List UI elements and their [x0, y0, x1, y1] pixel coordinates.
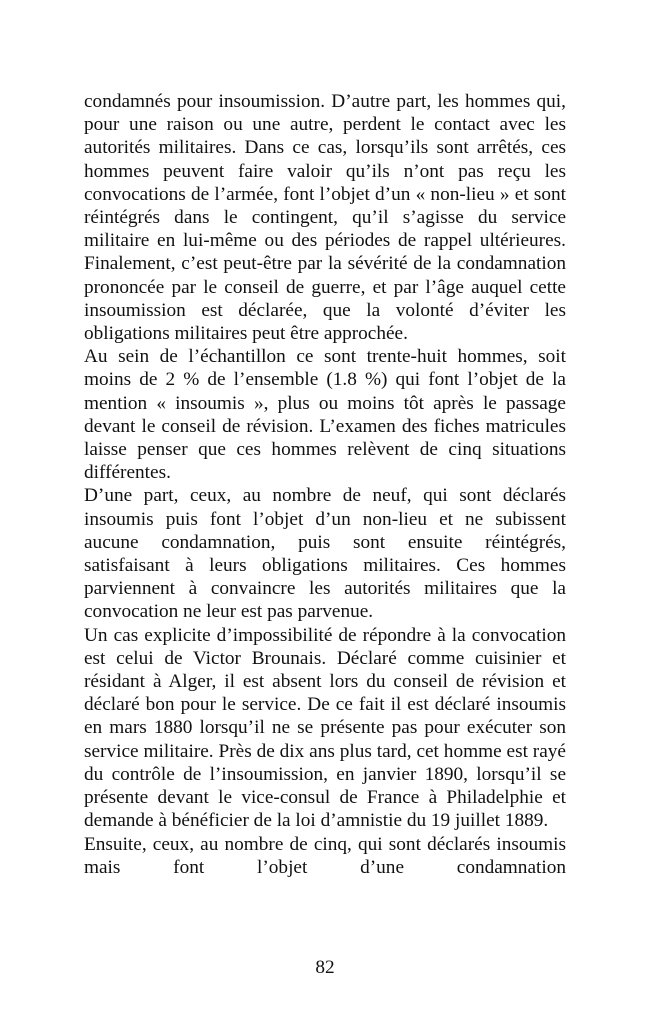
page-number: 82 [315, 957, 335, 978]
paragraph-5: Ensuite, ceux, au nombre de cinq, qui sont déclarés insoumis mais font l’objet d’une condamnation [84, 833, 566, 878]
paragraph-1: condamnés pour insoumission. D’autre part, les hommes qui, pour une raison ou une autre, perdent le contact avec les autorités militaires. Dans ce cas, lorsqu’ils sont arrêtés, ces hommes peuvent faire valoir qu’ils n’ont pas reçu les convocations de l’armée, font l’objet d’un « non-lieu » et sont réintégrés dans le contingent, qu’il s’agisse du service militaire en lui-même ou des périodes de rappel ultérieures. Finalement, c’est peut-être par la sévérité de la condamnation prononcée par le conseil de guerre, et par l’âge auquel cette insoumission est déclarée, que la volonté d’éviter les obligations militaires peut être approchée. [84, 91, 566, 345]
page-body [84, 90, 566, 879]
paragraph-2: Au sein de l’échantillon ce sont trente-huit hommes, soit moins de 2 % de l’ensemble (1.8 %) qui font l’objet de la mention « insoumis », plus ou moins tôt après le passage devant le conseil de révision. L’examen des fiches matricules laisse penser que ces hommes relèvent de cinq situations différentes. [84, 346, 566, 484]
paragraph-4: Un cas explicite d’impossibilité de répondre à la convocation est celui de Victor Brounais. Déclaré comme cuisinier et résidant à Alger, il est absent lors du conseil de révision et déclaré bon pour le service. De ce fait il est déclaré insoumis en mars 1880 lorsqu’il ne se présente pas pour exécuter son service militaire. Près de dix ans plus tard, cet homme est rayé du contrôle de l’insoumission, en janvier 1890, lorsqu’il se présente devant le vice-consul de France à Philadelphie et demande à bénéficier de la loi d’amnistie du 19 juillet 1889. [84, 624, 566, 832]
paragraph-3: D’une part, ceux, au nombre de neuf, qui sont déclarés insoumis puis font l’objet d’un non-lieu et ne subissent aucune condamnation, puis sont ensuite réintégrés, satisfaisant à leurs obligations militaires. Ces hommes parviennent à convaincre les autorités militaires que la convocation ne leur est pas parvenue. [84, 485, 566, 623]
